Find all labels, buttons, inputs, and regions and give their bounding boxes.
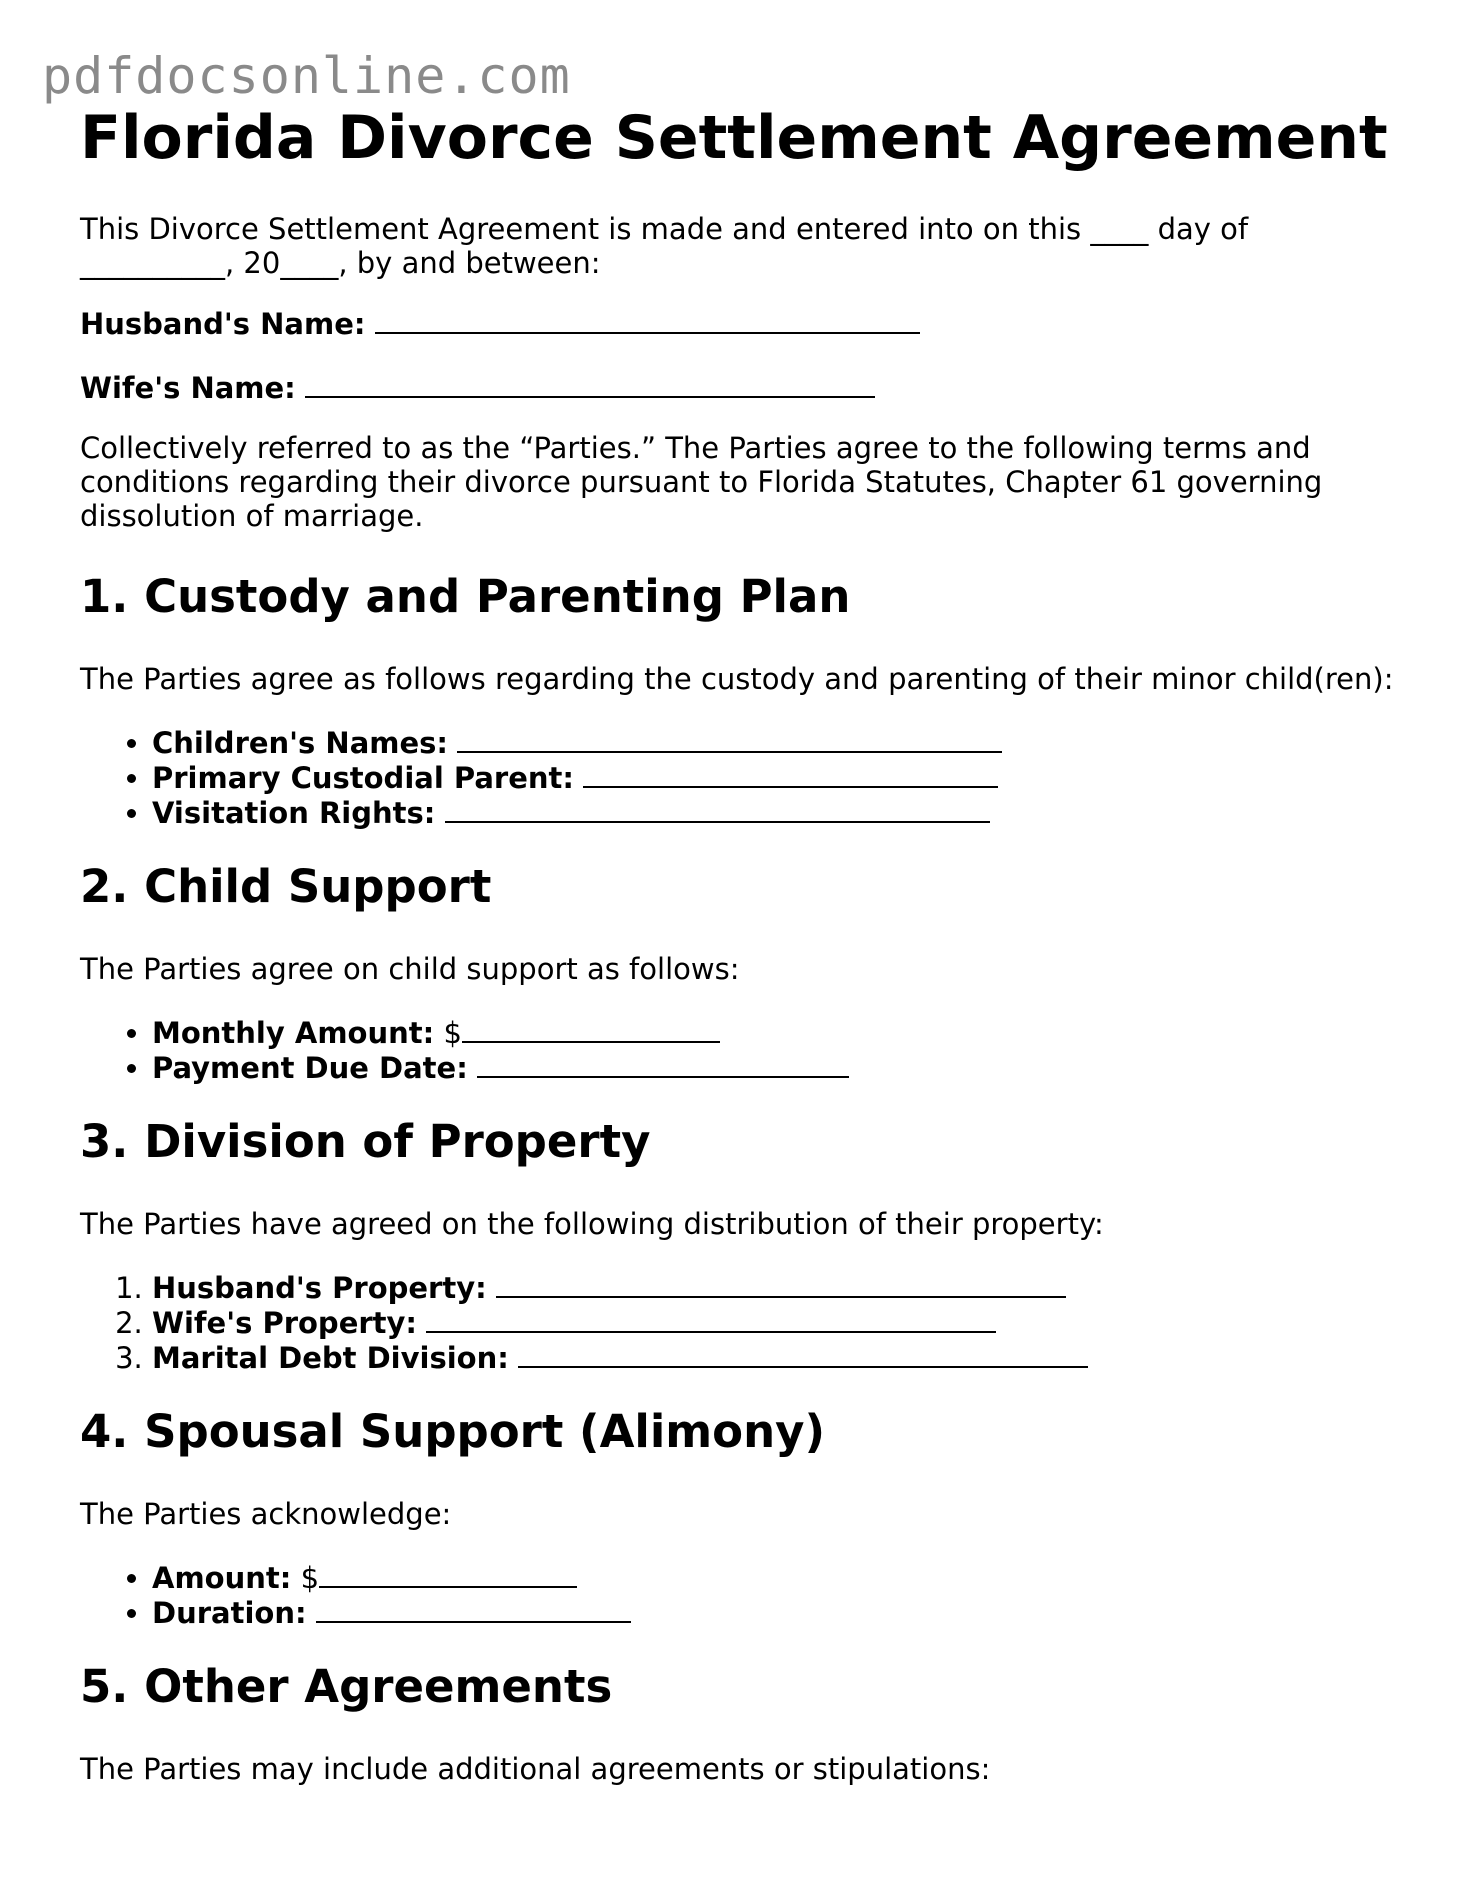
list-item <box>152 760 1400 795</box>
visitation-rights-field[interactable] <box>445 795 990 823</box>
property-list <box>80 1270 1400 1375</box>
custody-intro: The Parties agree as follows regarding the custody and parenting of their minor child(ren): <box>80 662 1394 696</box>
intro-paragraph: This Divorce Settlement Agreement is made and entered into on this ____ day of __________, 20____, by and between: <box>80 212 1249 280</box>
child-support-intro: The Parties agree on child support as follows: <box>80 952 740 986</box>
child-support-list <box>80 1015 1400 1085</box>
husband-name-row <box>80 306 1400 341</box>
list-item <box>152 1050 1400 1085</box>
alimony-list <box>80 1560 1400 1630</box>
visitation-rights-label: Visitation Rights: <box>152 796 436 830</box>
watermark: pdfdocsonline.com <box>42 47 571 105</box>
monthly-amount-label: Monthly Amount: <box>152 1016 435 1050</box>
section-heading-custody: 1. Custody and Parenting Plan <box>80 570 851 623</box>
marital-debt-field[interactable] <box>518 1340 1088 1368</box>
wife-name-field[interactable] <box>305 370 875 398</box>
document-page <box>80 100 1400 1815</box>
husband-property-label: Husband's Property: <box>152 1271 487 1305</box>
list-item <box>152 1560 1400 1595</box>
section-heading-child-support: 2. Child Support <box>80 860 492 913</box>
list-item <box>152 1270 1400 1305</box>
wife-property-label: Wife's Property: <box>152 1306 418 1340</box>
wife-name-label: Wife's Name: <box>80 371 296 405</box>
document-title: Florida Divorce Settlement Agreement <box>80 103 1388 173</box>
husband-name-label: Husband's Name: <box>80 307 366 341</box>
duration-field[interactable] <box>316 1595 631 1623</box>
payment-due-date-label: Payment Due Date: <box>152 1051 468 1085</box>
list-item <box>152 1595 1400 1630</box>
monthly-amount-field[interactable] <box>462 1015 720 1043</box>
husband-name-field[interactable] <box>375 306 920 334</box>
children-names-label: Children's Names: <box>152 726 449 760</box>
list-item <box>152 1015 1400 1050</box>
other-intro: The Parties may include additional agreements or stipulations: <box>80 1752 991 1786</box>
alimony-amount-label: Amount: <box>152 1561 292 1595</box>
children-names-field[interactable] <box>457 725 1002 753</box>
payment-due-date-field[interactable] <box>477 1050 849 1078</box>
custody-list <box>80 725 1400 830</box>
duration-label: Duration: <box>152 1596 307 1630</box>
alimony-amount-field[interactable] <box>319 1560 577 1588</box>
list-item <box>152 725 1400 760</box>
list-item <box>152 1340 1400 1375</box>
wife-property-field[interactable] <box>426 1305 996 1333</box>
marital-debt-label: Marital Debt Division: <box>152 1341 509 1375</box>
husband-property-field[interactable] <box>496 1270 1066 1298</box>
section-heading-alimony: 4. Spousal Support (Alimony) <box>80 1405 826 1458</box>
alimony-intro: The Parties acknowledge: <box>80 1497 452 1531</box>
section-heading-property: 3. Division of Property <box>80 1115 651 1168</box>
section-heading-other: 5. Other Agreements <box>80 1660 613 1713</box>
primary-custodial-parent-field[interactable] <box>583 760 998 788</box>
dollar-sign: $ <box>443 1016 462 1050</box>
wife-name-row <box>80 370 1400 405</box>
property-intro: The Parties have agreed on the following distribution of their property: <box>80 1207 1104 1241</box>
dollar-sign: $ <box>300 1561 320 1595</box>
list-item <box>152 795 1400 830</box>
collective-paragraph: Collectively referred to as the “Parties.” The Parties agree to the following terms and conditions regarding their divorce pursuant to Florida Statutes, Chapter 61 governing dissolution of marriage. <box>80 431 1323 533</box>
list-item <box>152 1305 1400 1340</box>
primary-custodial-parent-label: Primary Custodial Parent: <box>152 761 574 795</box>
